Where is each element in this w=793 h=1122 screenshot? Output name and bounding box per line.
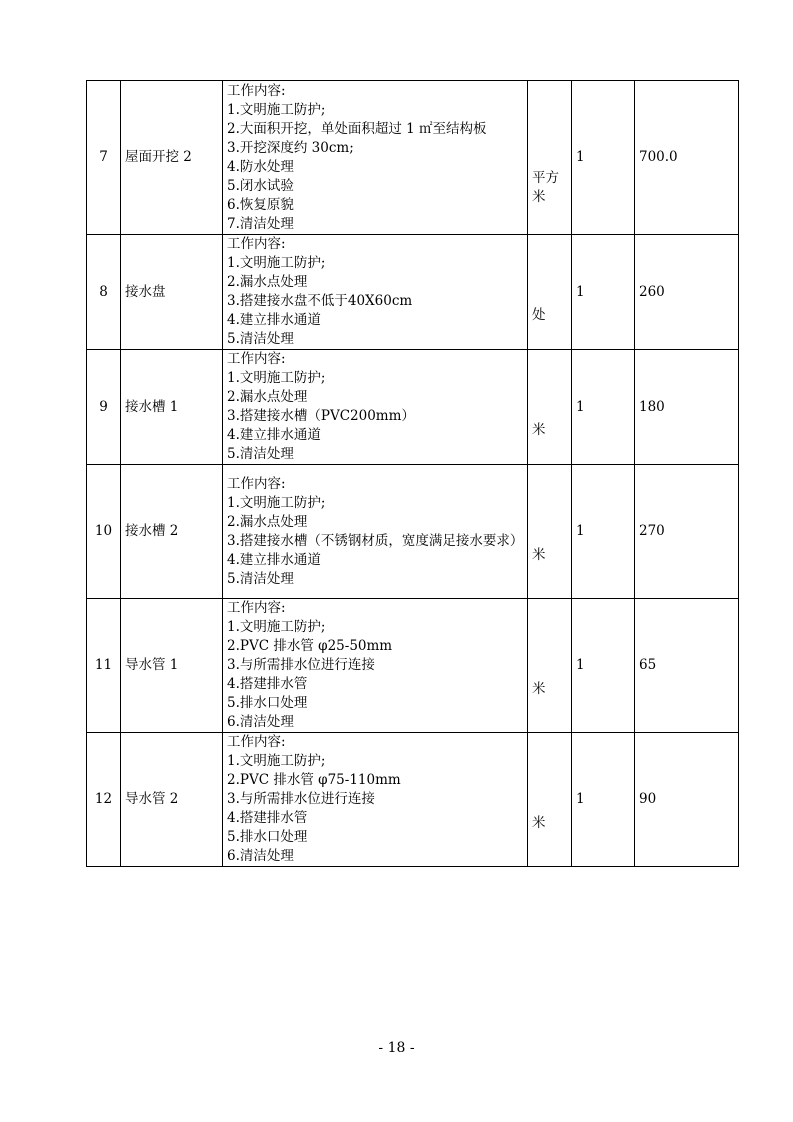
description-line: 3.搭建接水槽（PVC200mm） xyxy=(227,408,415,424)
table-row xyxy=(87,599,739,733)
item-quantity-cell: 1 xyxy=(572,235,635,350)
description-line: 6.清洁处理 xyxy=(227,848,294,864)
item-unit-cell: 处 xyxy=(528,235,572,350)
description-line: 1.文明施工防护; xyxy=(227,255,326,271)
description-line: 2.漏水点处理 xyxy=(227,513,308,530)
item-unit-cell: 平方米 xyxy=(528,81,572,235)
description-line: 5.清洁处理 xyxy=(227,446,294,462)
description-line: 2.PVC 排水管 φ25-50mm xyxy=(227,638,393,654)
table-row xyxy=(87,733,739,867)
description-line: 4.搭建排水管 xyxy=(227,810,308,826)
description-line: 3.与所需排水位进行连接 xyxy=(227,791,375,807)
description-line: 4.建立排水通道 xyxy=(227,551,321,568)
item-price-cell: 65 xyxy=(635,599,739,733)
description-line: 工作内容: xyxy=(227,600,286,616)
item-number-cell: 8 xyxy=(87,235,121,350)
page-number: - 18 - xyxy=(378,1040,415,1056)
description-line: 工作内容: xyxy=(227,734,286,750)
item-number-cell: 10 xyxy=(87,465,121,599)
item-unit-cell: 米 xyxy=(528,350,572,465)
item-description-cell xyxy=(223,81,528,235)
description-line: 5.排水口处理 xyxy=(227,695,308,711)
item-price-cell: 260 xyxy=(635,235,739,350)
item-quantity-cell: 1 xyxy=(572,465,635,599)
item-price-cell: 90 xyxy=(635,733,739,867)
description-line: 1.文明施工防护; xyxy=(227,494,326,511)
description-line: 2.漏水点处理 xyxy=(227,389,308,405)
item-name-cell: 接水盘 xyxy=(121,235,223,350)
item-unit-cell: 米 xyxy=(528,599,572,733)
description-line: 6.恢复原貌 xyxy=(227,196,294,213)
item-description-cell xyxy=(223,465,528,599)
item-description-cell xyxy=(223,599,528,733)
description-line: 4.建立排水通道 xyxy=(227,312,321,328)
description-line: 工作内容: xyxy=(227,236,286,252)
description-line: 5.清洁处理 xyxy=(227,570,294,587)
table-row xyxy=(87,350,739,465)
table-row xyxy=(87,465,739,599)
item-name-cell: 屋面开挖 2 xyxy=(121,81,223,235)
item-name-cell: 接水槽 1 xyxy=(121,350,223,465)
item-number-cell: 11 xyxy=(87,599,121,733)
description-line: 4.防水处理 xyxy=(227,158,294,175)
description-line: 3.开挖深度约 30cm; xyxy=(227,139,354,156)
item-name-cell: 接水槽 2 xyxy=(121,465,223,599)
description-line: 1.文明施工防护; xyxy=(227,370,326,386)
description-line: 4.搭建排水管 xyxy=(227,676,308,692)
description-line: 2.漏水点处理 xyxy=(227,274,308,290)
description-line: 5.清洁处理 xyxy=(227,331,294,347)
description-line: 3.与所需排水位进行连接 xyxy=(227,657,375,673)
description-line: 6.清洁处理 xyxy=(227,714,294,730)
description-line: 5.排水口处理 xyxy=(227,829,308,845)
description-line: 工作内容: xyxy=(227,82,286,99)
item-price-cell: 700.0 xyxy=(635,81,739,235)
item-description-cell xyxy=(223,350,528,465)
item-quantity-cell: 1 xyxy=(572,350,635,465)
table-row xyxy=(87,81,739,235)
description-line: 工作内容: xyxy=(227,475,286,492)
item-price-cell: 270 xyxy=(635,465,739,599)
description-line: 3.搭建接水槽（不锈钢材质，宽度满足接水要求） xyxy=(227,532,524,549)
description-line: 7.清洁处理 xyxy=(227,215,294,232)
table-row xyxy=(87,235,739,350)
item-description-cell xyxy=(223,235,528,350)
work-items-table xyxy=(86,80,739,867)
description-line: 工作内容: xyxy=(227,351,286,367)
item-quantity-cell: 1 xyxy=(572,599,635,733)
description-line: 2.大面积开挖，单处面积超过 1 ㎡至结构板 xyxy=(227,120,487,137)
description-line: 1.文明施工防护; xyxy=(227,753,326,769)
description-line: 5.闭水试验 xyxy=(227,177,294,194)
description-line: 1.文明施工防护; xyxy=(227,101,326,118)
item-quantity-cell: 1 xyxy=(572,733,635,867)
item-number-cell: 9 xyxy=(87,350,121,465)
item-name-cell: 导水管 2 xyxy=(121,733,223,867)
item-quantity-cell: 1 xyxy=(572,81,635,235)
item-price-cell: 180 xyxy=(635,350,739,465)
description-line: 1.文明施工防护; xyxy=(227,619,326,635)
item-number-cell: 12 xyxy=(87,733,121,867)
description-line: 4.建立排水通道 xyxy=(227,427,321,443)
item-unit-cell: 米 xyxy=(528,465,572,599)
table-body xyxy=(87,81,739,867)
item-description-cell xyxy=(223,733,528,867)
item-number-cell: 7 xyxy=(87,81,121,235)
description-line: 3.搭建接水盘不低于40X60cm xyxy=(227,293,413,309)
item-unit-cell: 米 xyxy=(528,733,572,867)
description-line: 2.PVC 排水管 φ75-110mm xyxy=(227,772,401,788)
item-name-cell: 导水管 1 xyxy=(121,599,223,733)
